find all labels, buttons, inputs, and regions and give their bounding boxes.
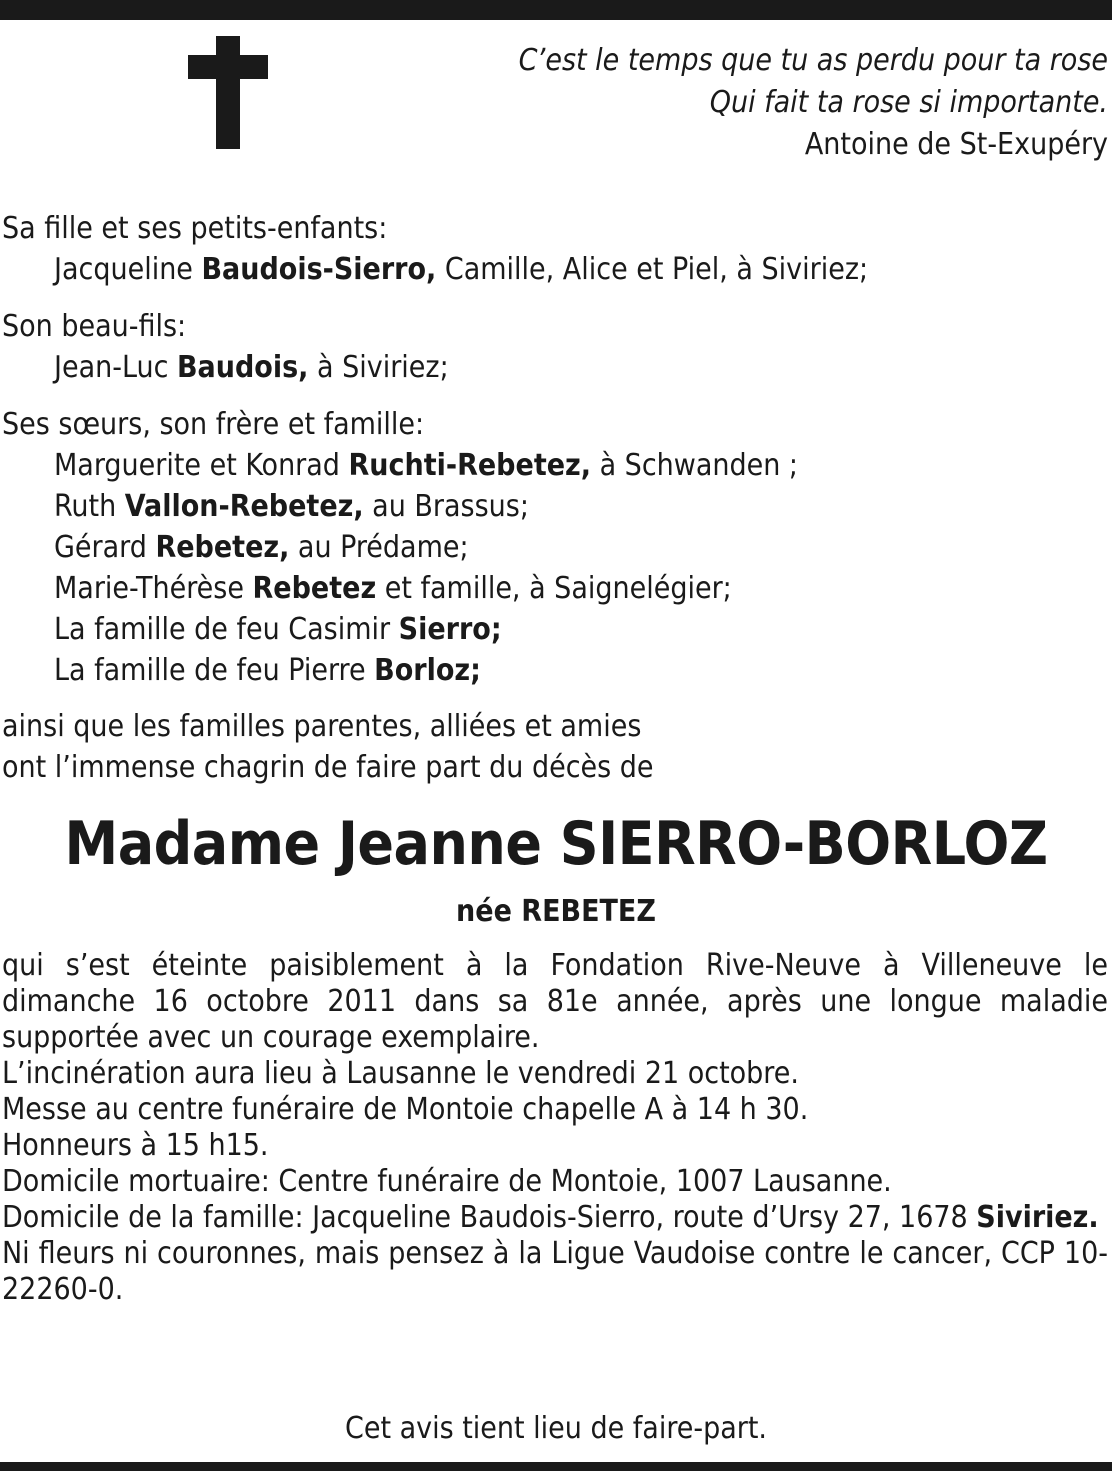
bottom-rule xyxy=(0,1462,1112,1471)
details-donations: Ni fleurs ni couronnes, mais pensez à la Ligue Vaudoise contre le cancer, CCP 10-22260-0. xyxy=(2,1236,1108,1307)
sibling-entry: La famille de feu Pierre Borloz; xyxy=(54,653,481,688)
soninlaw-entry: Jean-Luc Baudois, à Siviriez; xyxy=(54,350,449,385)
daughter-entry: Jacqueline Baudois-Sierro, Camille, Alice et Piel, à Siviriez; xyxy=(54,252,869,287)
deceased-birth-name: née REBETEZ xyxy=(456,894,656,929)
announcement-details xyxy=(2,948,1108,1308)
sibling-entry: Gérard Rebetez, au Prédame; xyxy=(54,530,469,565)
details-cremation: L’incinération aura lieu à Lausanne le vendredi 21 octobre. xyxy=(2,1056,799,1091)
top-rule xyxy=(0,0,1112,20)
daughter-heading: Sa fille et ses petits-enfants: xyxy=(2,211,388,246)
sibling-entry: Marie-Thérèse Rebetez et famille, à Saignelégier; xyxy=(54,571,732,606)
details-family-address: Domicile de la famille: Jacqueline Baudois-Sierro, route d’Ursy 27, 1678 Siviriez. xyxy=(2,1200,1099,1235)
closing-line-2: ont l’immense chagrin de faire part du décès de xyxy=(2,750,654,785)
details-honours: Honneurs à 15 h15. xyxy=(2,1128,269,1163)
closing-notice: Cet avis tient lieu de faire-part. xyxy=(344,1411,768,1446)
epigraph-author: Antoine de St-Exupéry xyxy=(804,127,1108,162)
details-paragraph: qui s’est éteinte paisiblement à la Fondation Rive-Neuve à Villeneuve le dimanche 16 octobre 2011 dans sa 81e année, après une longue maladie supportée avec un courage exemplaire. xyxy=(2,948,1108,1055)
cross-icon xyxy=(188,36,268,149)
soninlaw-heading: Son beau-fils: xyxy=(2,309,187,344)
sibling-entry: Marguerite et Konrad Ruchti-Rebetez, à Schwanden ; xyxy=(54,448,799,483)
family-soninlaw xyxy=(2,306,449,388)
family-closing xyxy=(2,706,654,788)
details-mortuary: Domicile mortuaire: Centre funéraire de Montoie, 1007 Lausanne. xyxy=(2,1164,892,1199)
family-daughter xyxy=(2,208,868,290)
sibling-entry: Ruth Vallon-Rebetez, au Brassus; xyxy=(54,489,529,524)
closing-line-1: ainsi que les familles parentes, alliées et amies xyxy=(2,709,642,744)
family-siblings xyxy=(2,404,798,691)
details-mass: Messe au centre funéraire de Montoie chapelle A à 14 h 30. xyxy=(2,1092,809,1127)
deceased-name: Madame Jeanne SIERRO-BORLOZ xyxy=(64,809,1048,879)
epigraph xyxy=(519,40,1108,166)
epigraph-line-1: C’est le temps que tu as perdu pour ta rose xyxy=(518,43,1108,78)
sibling-entry: La famille de feu Casimir Sierro; xyxy=(54,612,502,647)
epigraph-line-2: Qui fait ta rose si importante. xyxy=(709,85,1108,120)
siblings-heading: Ses sœurs, son frère et famille: xyxy=(2,407,425,442)
